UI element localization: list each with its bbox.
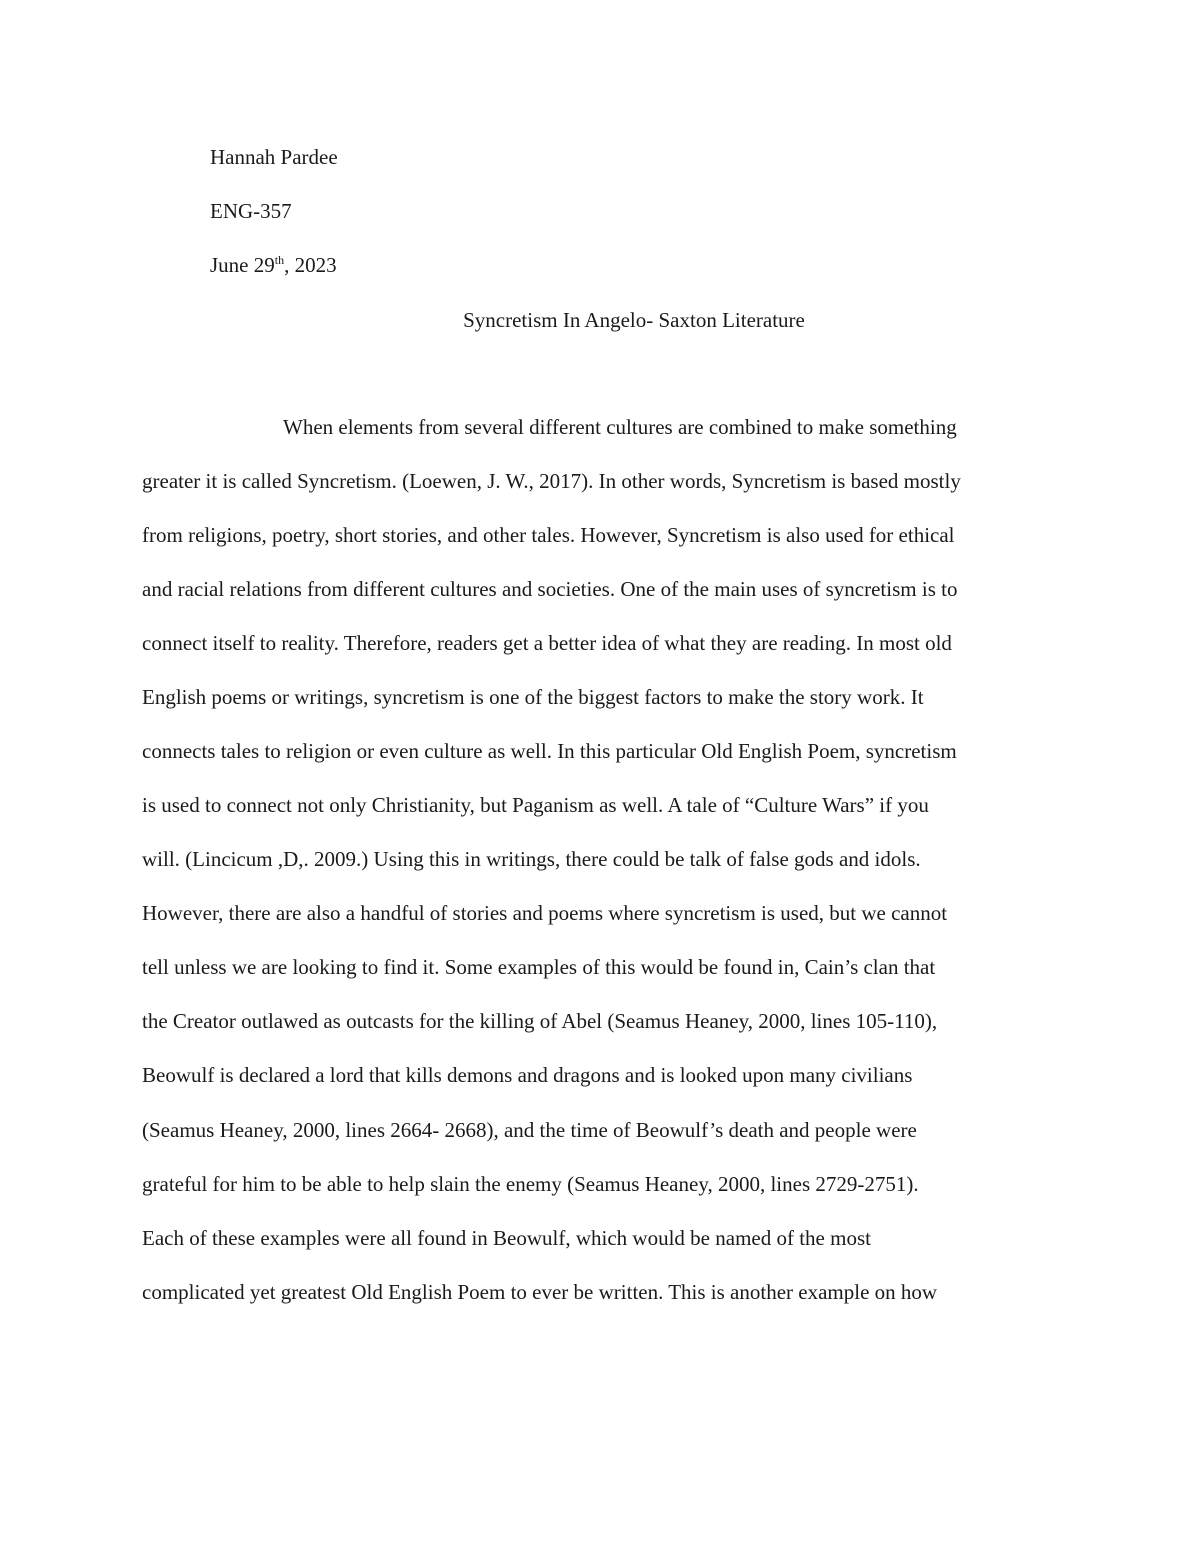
body-line: and racial relations from different cultures and societies. One of the main uses of syncretism is to (142, 577, 958, 601)
body-line: greater it is called Syncretism. (Loewen, J. W., 2017). In other words, Syncretism is based mostly (142, 469, 961, 493)
body-line: is used to connect not only Christianity, but Paganism as well. A tale of “Culture Wars” if you (142, 793, 929, 817)
body-line: connect itself to reality. Therefore, readers get a better idea of what they are reading. In most old (142, 631, 952, 655)
date-ordinal-suffix: th (274, 253, 285, 267)
body-line: from religions, poetry, short stories, and other tales. However, Syncretism is also used for ethical (142, 523, 955, 547)
essay-title: Syncretism In Angelo- Saxton Literature (463, 308, 805, 332)
body-line: complicated yet greatest Old English Poem to ever be written. This is another example on how (142, 1280, 938, 1304)
body-line: tell unless we are looking to find it. Some examples of this would be found in, Cain’s clan that (142, 955, 936, 979)
body-line: the Creator outlawed as outcasts for the killing of Abel (Seamus Heaney, 2000, lines 105-110), (142, 1009, 938, 1033)
document-date (210, 251, 337, 279)
body-line: English poems or writings, syncretism is one of the biggest factors to make the story work. It (142, 685, 924, 709)
body-line: (Seamus Heaney, 2000, lines 2664- 2668), and the time of Beowulf’s death and people were (142, 1118, 917, 1142)
body-line: will. (Lincicum ,D,. 2009.) Using this in writings, there could be talk of false gods and idols. (142, 847, 921, 871)
date-year: , 2023 (284, 253, 337, 277)
body-line: Beowulf is declared a lord that kills demons and dragons and is looked upon many civilians (142, 1063, 913, 1087)
author-name: Hannah Pardee (210, 145, 338, 169)
body-line: connects tales to religion or even culture as well. In this particular Old English Poem, syncretism (142, 739, 957, 763)
body-line: When elements from several different cultures are combined to make something (283, 415, 957, 439)
body-line: Each of these examples were all found in Beowulf, which would be named of the most (142, 1226, 871, 1250)
body-line: grateful for him to be able to help slain the enemy (Seamus Heaney, 2000, lines 2729-2751). (142, 1172, 919, 1196)
date-month-day: June 29 (210, 253, 275, 277)
body-line: However, there are also a handful of stories and poems where syncretism is used, but we cannot (142, 901, 948, 925)
course-code: ENG-357 (210, 199, 292, 223)
